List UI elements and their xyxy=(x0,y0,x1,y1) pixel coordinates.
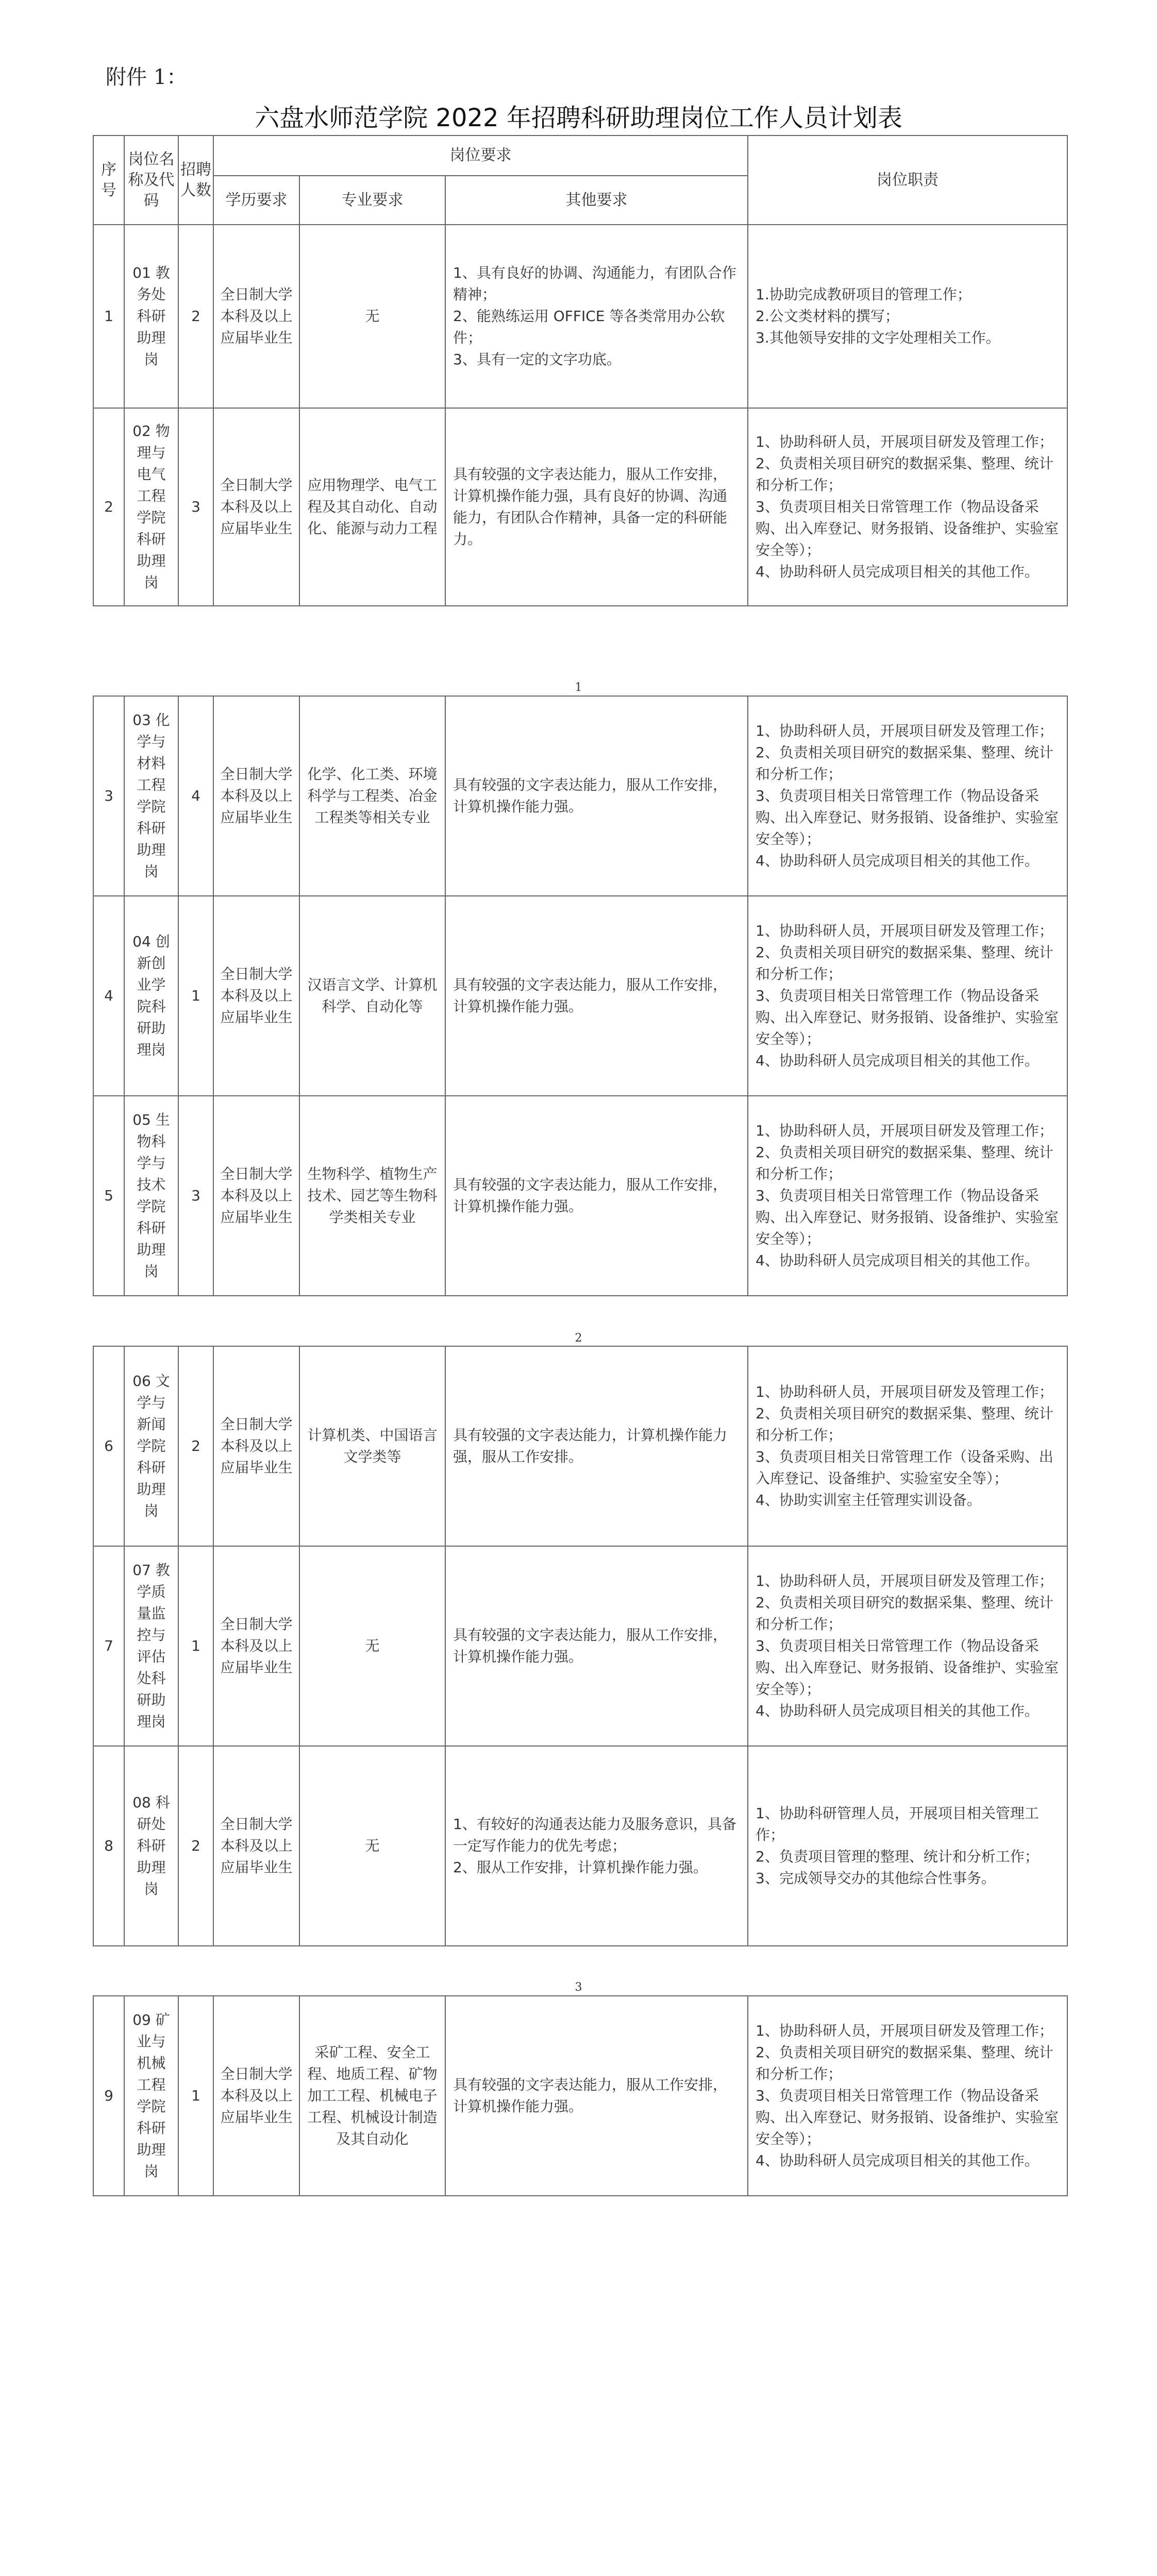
row-education: 全日制大学本科及以上应届毕业生 xyxy=(213,1546,299,1746)
row-count: 2 xyxy=(178,1346,213,1546)
row-count: 3 xyxy=(178,408,213,606)
row-no: 6 xyxy=(93,1346,124,1546)
plan-table-page-2 xyxy=(93,696,1068,1296)
page-number: 2 xyxy=(575,1332,582,1345)
row-position: 06 文学与新闻学院科研助理岗 xyxy=(124,1346,178,1546)
row-no: 3 xyxy=(93,696,124,896)
plan-table-page-3 xyxy=(93,1346,1068,1946)
row-duties: 1、协助科研管理人员，开展项目相关管理工作； 2、负责项目管理的整理、统计和分析工作； 3、完成领导交办的其他综合性事务。 xyxy=(748,1746,1067,1946)
header-other: 其他要求 xyxy=(445,176,748,225)
row-duties: 1.协助完成教研项目的管理工作； 2.公文类材料的撰写； 3.其他领导安排的文字处理相关工作。 xyxy=(748,225,1067,408)
row-position: 02 物理与电气工程学院科研助理岗 xyxy=(124,408,178,606)
table-row xyxy=(93,1546,1067,1746)
row-other: 具有较强的文字表达能力，服从工作安排，计算机操作能力强。 xyxy=(445,896,748,1096)
row-other: 具有较强的文字表达能力，计算机操作能力强，服从工作安排。 xyxy=(445,1346,748,1546)
row-major: 汉语言文学、计算机科学、自动化等 xyxy=(299,896,445,1096)
table-row xyxy=(93,225,1067,408)
row-count: 2 xyxy=(178,1746,213,1946)
header-count: 招聘人数 xyxy=(178,135,213,225)
row-count: 2 xyxy=(178,225,213,408)
row-major: 无 xyxy=(299,225,445,408)
row-education: 全日制大学本科及以上应届毕业生 xyxy=(213,1096,299,1296)
row-duties: 1、协助科研人员，开展项目研发及管理工作； 2、负责相关项目研究的数据采集、整理、统计和分析工作； 3、负责项目相关日常管理工作（设备采购、出入库登记、设备维护、实验室安全等）； 4、协助实训室主任管理实训设备。 xyxy=(748,1346,1067,1546)
row-duties: 1、协助科研人员，开展项目研发及管理工作； 2、负责相关项目研究的数据采集、整理、统计和分析工作； 3、负责项目相关日常管理工作（物品设备采购、出入库登记、财务报销、设备维护、实验室安全等）； 4、协助科研人员完成项目相关的其他工作。 xyxy=(748,896,1067,1096)
row-count: 1 xyxy=(178,1546,213,1746)
row-other: 具有较强的文字表达能力，服从工作安排，计算机操作能力强。 xyxy=(445,1996,748,2196)
row-position: 01 教务处科研助理岗 xyxy=(124,225,178,408)
row-duties: 1、协助科研人员，开展项目研发及管理工作； 2、负责相关项目研究的数据采集、整理、统计和分析工作； 3、负责项目相关日常管理工作（物品设备采购、出入库登记、财务报销、设备维护、实验室安全等）； 4、协助科研人员完成项目相关的其他工作。 xyxy=(748,408,1067,606)
row-major: 无 xyxy=(299,1746,445,1946)
row-education: 全日制大学本科及以上应届毕业生 xyxy=(213,1746,299,1946)
row-count: 1 xyxy=(178,1996,213,2196)
table-row xyxy=(93,896,1067,1096)
row-position: 05 生物科学与技术学院科研助理岗 xyxy=(124,1096,178,1296)
row-major: 采矿工程、安全工程、地质工程、矿物加工工程、机械电子工程、机械设计制造及其自动化 xyxy=(299,1996,445,2196)
row-no: 2 xyxy=(93,408,124,606)
row-education: 全日制大学本科及以上应届毕业生 xyxy=(213,896,299,1096)
table-row xyxy=(93,1346,1067,1546)
table-row xyxy=(93,696,1067,896)
table-row xyxy=(93,1996,1067,2196)
row-major: 无 xyxy=(299,1546,445,1746)
row-position: 04 创新创业学院科研助理岗 xyxy=(124,896,178,1096)
row-no: 9 xyxy=(93,1996,124,2196)
table-row xyxy=(93,1096,1067,1296)
row-major: 计算机类、中国语言文学类等 xyxy=(299,1346,445,1546)
row-education: 全日制大学本科及以上应届毕业生 xyxy=(213,225,299,408)
row-no: 7 xyxy=(93,1546,124,1746)
row-position: 07 教学质量监控与评估处科研助理岗 xyxy=(124,1546,178,1746)
row-other: 具有较强的文字表达能力，服从工作安排，计算机操作能力强，具有良好的协调、沟通能力，有团队合作精神，具备一定的科研能力。 xyxy=(445,408,748,606)
row-other: 1、具有良好的协调、沟通能力，有团队合作精神； 2、能熟练运用 OFFICE 等各类常用办公软件； 3、具有一定的文字功底。 xyxy=(445,225,748,408)
row-duties: 1、协助科研人员，开展项目研发及管理工作； 2、负责相关项目研究的数据采集、整理、统计和分析工作； 3、负责项目相关日常管理工作（物品设备采购、出入库登记、财务报销、设备维护、实验室安全等）； 4、协助科研人员完成项目相关的其他工作。 xyxy=(748,1096,1067,1296)
row-education: 全日制大学本科及以上应届毕业生 xyxy=(213,1346,299,1546)
row-education: 全日制大学本科及以上应届毕业生 xyxy=(213,1996,299,2196)
row-major: 生物科学、植物生产技术、园艺等生物科学类相关专业 xyxy=(299,1096,445,1296)
row-other: 具有较强的文字表达能力，服从工作安排，计算机操作能力强。 xyxy=(445,696,748,896)
row-no: 8 xyxy=(93,1746,124,1946)
row-count: 1 xyxy=(178,896,213,1096)
row-position: 09 矿业与机械工程学院科研助理岗 xyxy=(124,1996,178,2196)
header-position: 岗位名称及代码 xyxy=(124,135,178,225)
plan-table-page-4 xyxy=(93,1995,1068,2196)
row-education: 全日制大学本科及以上应届毕业生 xyxy=(213,408,299,606)
row-major: 应用物理学、电气工程及其自动化、自动化、能源与动力工程 xyxy=(299,408,445,606)
page-number: 1 xyxy=(575,681,582,694)
row-no: 1 xyxy=(93,225,124,408)
page-number: 3 xyxy=(575,1981,582,1994)
attachment-label: 附件 1： xyxy=(106,65,188,89)
row-count: 4 xyxy=(178,696,213,896)
header-education: 学历要求 xyxy=(213,176,299,225)
page-title: 六盘水师范学院 2022 年招聘科研助理岗位工作人员计划表 xyxy=(255,104,902,132)
row-other: 具有较强的文字表达能力，服从工作安排，计算机操作能力强。 xyxy=(445,1546,748,1746)
row-position: 08 科研处科研助理岗 xyxy=(124,1746,178,1946)
header-requirements: 岗位要求 xyxy=(213,135,748,176)
row-other: 具有较强的文字表达能力，服从工作安排，计算机操作能力强。 xyxy=(445,1096,748,1296)
table-row xyxy=(93,408,1067,606)
header-duties: 岗位职责 xyxy=(748,135,1067,225)
header-major: 专业要求 xyxy=(299,176,445,225)
header-no: 序号 xyxy=(93,135,124,225)
row-education: 全日制大学本科及以上应届毕业生 xyxy=(213,696,299,896)
row-duties: 1、协助科研人员，开展项目研发及管理工作； 2、负责相关项目研究的数据采集、整理、统计和分析工作； 3、负责项目相关日常管理工作（物品设备采购、出入库登记、财务报销、设备维护、实验室安全等）； 4、协助科研人员完成项目相关的其他工作。 xyxy=(748,696,1067,896)
row-major: 化学、化工类、环境科学与工程类、冶金工程类等相关专业 xyxy=(299,696,445,896)
row-duties: 1、协助科研人员，开展项目研发及管理工作； 2、负责相关项目研究的数据采集、整理、统计和分析工作； 3、负责项目相关日常管理工作（物品设备采购、出入库登记、财务报销、设备维护、实验室安全等）； 4、协助科研人员完成项目相关的其他工作。 xyxy=(748,1546,1067,1746)
row-other: 1、有较好的沟通表达能力及服务意识，具备一定写作能力的优先考虑； 2、服从工作安排，计算机操作能力强。 xyxy=(445,1746,748,1946)
plan-table-page-1 xyxy=(93,135,1068,606)
row-duties: 1、协助科研人员，开展项目研发及管理工作； 2、负责相关项目研究的数据采集、整理、统计和分析工作； 3、负责项目相关日常管理工作（物品设备采购、出入库登记、财务报销、设备维护、实验室安全等）； 4、协助科研人员完成项目相关的其他工作。 xyxy=(748,1996,1067,2196)
row-no: 5 xyxy=(93,1096,124,1296)
row-position: 03 化学与材料工程学院科研助理岗 xyxy=(124,696,178,896)
table-row xyxy=(93,1746,1067,1946)
row-count: 3 xyxy=(178,1096,213,1296)
row-no: 4 xyxy=(93,896,124,1096)
